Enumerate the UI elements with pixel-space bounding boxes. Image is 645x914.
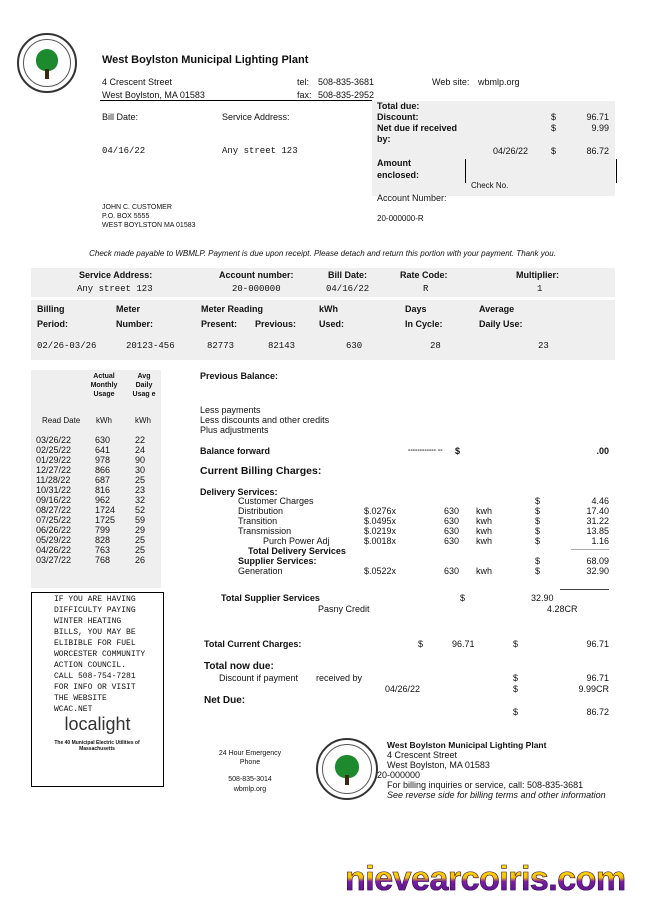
service-address-label: Service Address: — [222, 112, 290, 122]
kwh-label: kWh — [319, 304, 338, 314]
current-charges-label: Current Billing Charges: — [200, 465, 322, 477]
payment-instructions: Check made payable to WBMLP. Payment is due upon receipt. Please detach and return this portion with your payment. Thank you. — [89, 249, 556, 258]
charge-label: Total Delivery Services — [248, 546, 346, 556]
less-payments: Less payments — [200, 405, 261, 415]
usage-read-date: 08/27/22 — [36, 505, 72, 515]
summary-service-address-label: Service Address: — [79, 270, 153, 280]
balance-forward-label: Balance forward — [200, 446, 271, 456]
charge-label: Generation — [238, 566, 283, 576]
check-no-label: Check No. — [471, 181, 509, 190]
bill-date: 04/16/22 — [102, 146, 146, 156]
usage-kwh: 1724 — [95, 505, 116, 515]
meter-number-label: Number: — [116, 319, 154, 329]
net-due-amount: 86.72 — [586, 707, 609, 717]
usage-avg-daily: 90 — [135, 455, 146, 465]
charge-amount: 1.16 — [591, 536, 609, 546]
net-due: 86.72 — [586, 146, 609, 156]
notice-line: ACTION COUNCIL. — [54, 661, 127, 670]
usage-kwh: 816 — [95, 485, 111, 495]
summary-account-label: Account number: — [219, 270, 294, 280]
discount-if-payment-label: Discount if payment — [219, 673, 299, 683]
usage-kwh: 641 — [95, 445, 111, 455]
charge-label: Distribution — [238, 506, 284, 516]
total-due-label: Total due: — [377, 101, 420, 111]
currency: $ — [513, 639, 519, 649]
days-label: Days — [405, 304, 427, 314]
summary-bill-date: 04/16/22 — [326, 284, 370, 294]
total-now-due-label: Total now due: — [204, 661, 274, 672]
charge-unit: kwh — [476, 536, 493, 546]
total-current-2: 96.71 — [586, 639, 609, 649]
usage-kwh: 978 — [95, 455, 111, 465]
amount-enclosed-label: Amount — [377, 158, 411, 168]
usage-avg-daily: 52 — [135, 505, 146, 515]
pasny-credit-label: Pasny Credit — [318, 604, 370, 614]
plus-adjustments: Plus adjustments — [200, 425, 269, 435]
charge-rate: $.0276x — [364, 506, 397, 516]
meter-label: Meter — [116, 304, 141, 314]
col-actual-usage: Actual Monthly Usage — [90, 373, 118, 398]
charge-qty: 630 — [443, 566, 459, 576]
currency: $ — [551, 112, 557, 122]
watermark: nievearcoiris.com — [345, 860, 626, 898]
customer-name: JOHN C. CUSTOMER — [102, 204, 172, 211]
less-discounts: Less discounts and other credits — [200, 415, 330, 425]
usage-read-date: 04/26/22 — [36, 545, 72, 555]
rate-code: R — [423, 284, 429, 294]
currency: $ — [513, 707, 519, 717]
usage-avg-daily: 32 — [135, 495, 146, 505]
notice-line: THE WEBSITE — [54, 694, 107, 703]
average-label: Average — [479, 304, 515, 314]
footer-reverse-note: See reverse side for billing terms and other information — [387, 790, 606, 800]
charge-currency: $ — [535, 516, 541, 526]
col-avg-daily: Avg Daily Usag e — [132, 373, 156, 398]
currency: $ — [513, 673, 519, 683]
footer-utility-name: West Boylston Municipal Lighting Plant — [387, 740, 547, 750]
notice-line: CALL 508-754-7281 — [54, 672, 136, 681]
multiplier: 1 — [537, 284, 543, 294]
multiplier-label: Multiplier: — [516, 270, 559, 280]
emergency-phone: 508-835-3014 — [228, 776, 272, 783]
charge-qty: 630 — [443, 516, 459, 526]
in-cycle-label: In Cycle: — [405, 319, 443, 329]
summary-account: 20-000000 — [232, 284, 281, 294]
footer-website[interactable]: wbmlp.org — [233, 786, 267, 793]
account-number: 20-000000-R — [377, 214, 424, 223]
amount-enclosed-field[interactable] — [465, 159, 617, 183]
website: wbmlp.org — [478, 77, 520, 87]
col-read-date: Read Date — [42, 416, 81, 425]
header-divider — [100, 100, 372, 101]
tel-label: tel: — [297, 77, 310, 87]
notice-line: DIFFICULTY PAYING — [54, 606, 136, 615]
net-due-label-by: by: — [377, 134, 391, 144]
discount-label: Discount: — [377, 112, 419, 122]
usage-read-date: 06/26/22 — [36, 525, 72, 535]
usage-kwh: 687 — [95, 475, 111, 485]
utility-name: West Boylston Municipal Lighting Plant — [102, 54, 309, 66]
town-seal-logo — [316, 738, 378, 800]
fax-label: fax: — [297, 90, 312, 100]
usage-kwh: 828 — [95, 535, 111, 545]
footer-inquiries: For billing inquiries or service, call: 508-835-3681 — [387, 780, 584, 790]
tel: 508-835-3681 — [318, 77, 375, 87]
net-due-date: 04/26/22 — [493, 146, 529, 156]
charge-amount: 68.09 — [586, 556, 609, 566]
charge-currency: $ — [535, 536, 541, 546]
currency: $ — [418, 639, 424, 649]
usage-read-date: 09/16/22 — [36, 495, 72, 505]
col-kwh: kWh — [96, 416, 112, 425]
notice-line: WINTER HEATING — [54, 617, 122, 626]
previous-balance-label: Previous Balance: — [200, 371, 279, 381]
balance-forward-dashes: ------------ -- — [408, 447, 443, 454]
notice-line: BILLS, YOU MAY BE — [54, 628, 136, 637]
usage-read-date: 03/26/22 — [36, 435, 72, 445]
localight-tagline: The 40 Municipal Electric Utilities of Massachusetts — [54, 740, 140, 752]
usage-kwh: 1725 — [95, 515, 116, 525]
charge-currency: $ — [535, 566, 541, 576]
usage-kwh: 866 — [95, 465, 111, 475]
summary-bill-date-label: Bill Date: — [328, 270, 368, 280]
usage-kwh: 768 — [95, 555, 111, 565]
footer-address2: West Boylston, MA 01583 — [387, 760, 490, 770]
total-now-due: 96.71 — [586, 673, 609, 683]
delivery-services-label: Delivery Services: — [200, 487, 278, 497]
charge-amount: 4.46 — [591, 496, 609, 506]
emergency-label: 24 Hour Emergency Phone — [218, 750, 282, 766]
usage-read-date: 07/25/22 — [36, 515, 72, 525]
charge-currency: $ — [535, 496, 541, 506]
total-due: 96.71 — [586, 112, 609, 122]
website-label: Web site: — [432, 77, 470, 87]
previous-label: Previous: — [255, 319, 297, 329]
total-supplier: 32.90 — [531, 593, 554, 603]
usage-read-date: 10/31/22 — [36, 485, 72, 495]
usage-read-date: 03/27/22 — [36, 555, 72, 565]
footer-account: 20-000000 — [377, 770, 421, 780]
address-line2: West Boylston, MA 01583 — [102, 90, 205, 100]
usage-avg-daily: 29 — [135, 525, 146, 535]
notice-line: FOR INFO OR VISIT — [54, 683, 136, 692]
currency: $ — [513, 684, 519, 694]
period-label: Period: — [37, 319, 69, 329]
charge-unit: kwh — [476, 566, 493, 576]
charge-rate: $.0522x — [364, 566, 397, 576]
charge-qty: 630 — [443, 526, 459, 536]
charge-label: Purch Power Adj — [263, 536, 330, 546]
present-reading: 82773 — [207, 341, 235, 351]
discount: 9.99 — [591, 123, 609, 133]
usage-kwh: 630 — [95, 435, 111, 445]
notice-line: WCAC.NET — [54, 705, 93, 714]
kwh-used: 630 — [346, 341, 363, 351]
charge-unit: kwh — [476, 516, 493, 526]
charge-amount: 31.22 — [586, 516, 609, 526]
service-address: Any street 123 — [222, 146, 298, 156]
address-line1: 4 Crescent Street — [102, 77, 173, 87]
footer-address1: 4 Crescent Street — [387, 750, 458, 760]
charge-rate: $.0018x — [364, 536, 397, 546]
meter-reading-label: Meter Reading — [201, 304, 264, 314]
rate-code-label: Rate Code: — [400, 270, 448, 280]
usage-avg-daily: 24 — [135, 445, 146, 455]
charge-label: Customer Charges — [238, 496, 314, 506]
usage-kwh: 799 — [95, 525, 111, 535]
fax: 508-835-2952 — [318, 90, 375, 100]
charge-currency: $ — [535, 526, 541, 536]
meter-number: 20123-456 — [126, 341, 175, 351]
usage-read-date: 05/29/22 — [36, 535, 72, 545]
billing-label: Billing — [37, 304, 65, 314]
usage-avg-daily: 25 — [135, 545, 146, 555]
charge-qty: 630 — [443, 536, 459, 546]
usage-avg-daily: 59 — [135, 515, 146, 525]
notice-line: ELIBIBLE FOR FUEL — [54, 639, 136, 648]
discount-credit: 9.99CR — [578, 684, 609, 694]
account-number-label: Account Number: — [377, 193, 447, 203]
usage-kwh: 763 — [95, 545, 111, 555]
usage-read-date: 11/28/22 — [36, 475, 71, 485]
charge-label: Supplier Services: — [238, 556, 317, 566]
days-in-cycle: 28 — [430, 341, 441, 351]
usage-avg-daily: 23 — [135, 485, 146, 495]
billing-period: 02/26-03/26 — [37, 341, 97, 351]
charge-amount: 17.40 — [586, 506, 609, 516]
usage-read-date: 01/29/22 — [36, 455, 72, 465]
charge-currency: $ — [535, 556, 541, 566]
charge-rate: $.0495x — [364, 516, 397, 526]
usage-avg-daily: 22 — [135, 435, 146, 445]
usage-avg-daily: 30 — [135, 465, 146, 475]
total-supplier-label: Total Supplier Services — [221, 593, 320, 603]
used-label: Used: — [319, 319, 345, 329]
charge-label: Transition — [238, 516, 278, 526]
currency: $ — [551, 123, 557, 133]
net-due-label: Net Due: — [204, 695, 246, 706]
usage-read-date: 12/27/22 — [36, 465, 72, 475]
charge-currency: $ — [535, 506, 541, 516]
balance-forward-currency: $ — [455, 446, 461, 456]
notice-line: IF YOU ARE HAVING — [54, 595, 136, 604]
amount-enclosed-label2: enclosed: — [377, 170, 420, 180]
summary-service-address: Any street 123 — [77, 284, 153, 294]
town-seal-logo — [17, 33, 77, 93]
customer-address2: WEST BOYLSTON MA 01583 — [102, 222, 196, 229]
pasny-credit: 4.28CR — [547, 604, 578, 614]
charge-unit: kwh — [476, 506, 493, 516]
usage-kwh: 962 — [95, 495, 111, 505]
avg-daily-use: 23 — [538, 341, 549, 351]
received-by-label: received by — [316, 673, 363, 683]
charge-amount: 13.85 — [586, 526, 609, 536]
customer-address1: P.O. BOX 5555 — [102, 213, 150, 220]
balance-forward: .00 — [596, 446, 609, 456]
localight-logo: localight — [64, 714, 131, 734]
total-current: 96.71 — [452, 639, 475, 649]
daily-use-label: Daily Use: — [479, 319, 523, 329]
currency: $ — [460, 593, 466, 603]
usage-read-date: 02/25/22 — [36, 445, 72, 455]
charge-unit: kwh — [476, 526, 493, 536]
charge-rate: $.0219x — [364, 526, 397, 536]
bill-date-label: Bill Date: — [102, 112, 139, 122]
charge-qty: 630 — [443, 506, 459, 516]
usage-avg-daily: 26 — [135, 555, 146, 565]
present-label: Present: — [201, 319, 238, 329]
previous-reading: 82143 — [268, 341, 296, 351]
usage-avg-daily: 25 — [135, 535, 146, 545]
subtotal-rule — [560, 589, 609, 590]
notice-line: WORCESTER COMMUNITY — [54, 650, 146, 659]
charge-amount: ------------------- — [571, 547, 609, 553]
usage-avg-daily: 25 — [135, 475, 146, 485]
charge-label: Transmission — [238, 526, 292, 536]
col-kwh-avg: kWh — [135, 416, 151, 425]
discount-date: 04/26/22 — [385, 684, 421, 694]
total-current-label: Total Current Charges: — [204, 639, 302, 649]
net-due-label: Net due if received — [377, 123, 458, 133]
charge-amount: 32.90 — [586, 566, 609, 576]
currency: $ — [551, 146, 557, 156]
